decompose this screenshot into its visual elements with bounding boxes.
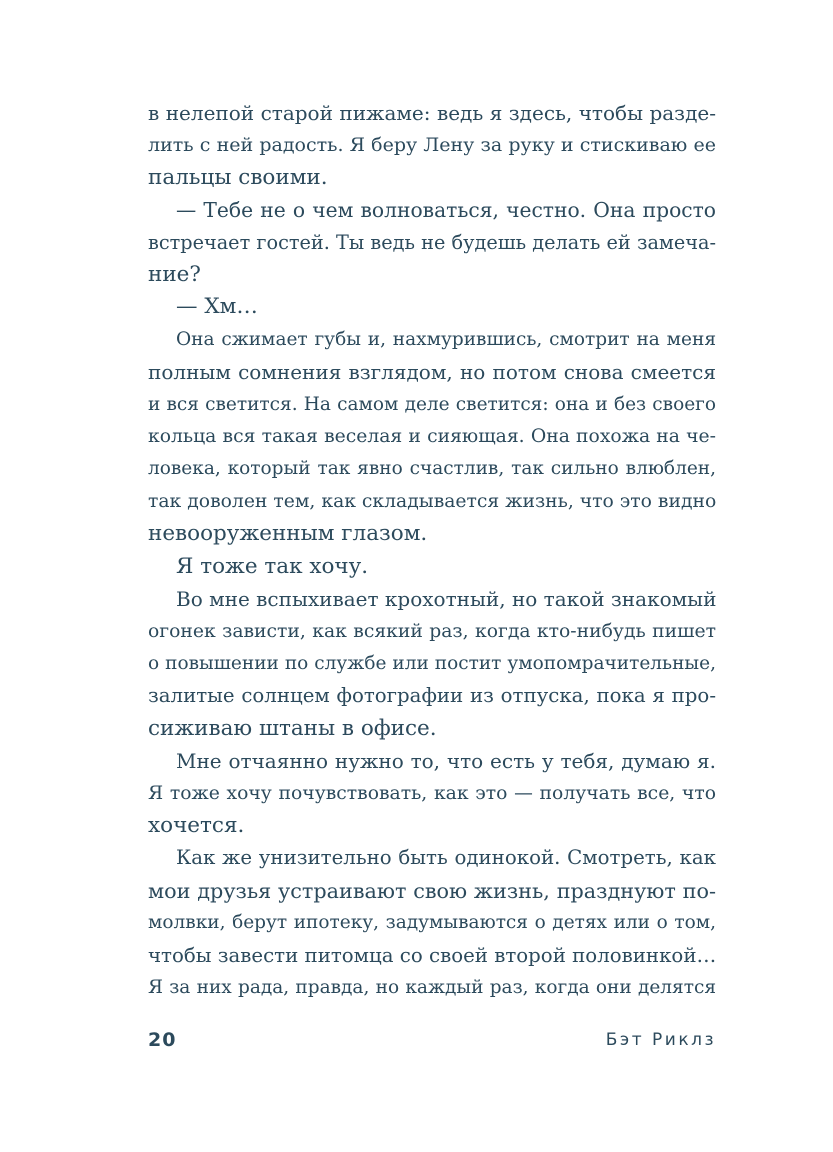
text-line: в нелепой старой пижаме: ведь я здесь, чтобы разде- [148,101,716,125]
text-line: и вся светится. На самом деле светится: она и без своего [148,393,716,415]
text-line: встречает гостей. Ты ведь не будешь делать ей замеча- [148,230,716,254]
text-line: Я за них рада, правда, но каждый раз, когда они делятся [148,976,716,998]
text-line: Я тоже хочу почувствовать, как это — получать все, что [148,782,716,804]
text-line: мои друзья устраивают свою жизнь, празднуют по- [148,878,716,903]
running-footer-author: Бэт Риклз [605,1030,716,1050]
page-footer [148,1024,716,1056]
text-line: невооруженным глазом. [148,521,428,547]
text-line: Мне отчаянно нужно то, что есть у тебя, думаю я. [176,749,716,774]
text-line: Я тоже так хочу. [176,553,369,579]
text-line: молвки, берут ипотеку, задумываются о детях или о том, [148,912,716,934]
text-line: залитые солнцем фотографии из отпуска, пока я про- [148,684,716,708]
text-line: ние? [148,262,201,288]
text-line: — Тебе не о чем волноваться, честно. Она просто [176,198,716,223]
text-line: огонек зависти, как всякий раз, когда кто-нибудь пишет [148,620,716,642]
text-line: полным сомнения взглядом, но потом снова смеется [148,360,716,385]
text-line: — Хм… [176,294,258,320]
text-line: о повышении по службе или постит умопомрачительные, [148,652,716,674]
text-line: сиживаю штаны в офисе. [148,715,437,741]
text-line: ловека, который так явно счастлив, так сильно влюблен, [148,458,716,480]
text-line: Как же унизительно быть одинокой. Смотреть, как [176,846,716,870]
text-line: Она сжимает губы и, нахмурившись, смотрит на меня [176,328,716,350]
text-line: так доволен тем, как складывается жизнь, что это видно [148,490,717,512]
page-body-text [148,97,716,1004]
text-line: хочется. [148,812,245,838]
text-line: лить с ней радость. Я беру Лену за руку и стискиваю ее [148,134,716,157]
text-line: чтобы завести питомца со своей второй половинкой… [148,943,717,967]
text-line: пальцы своими. [148,164,328,190]
text-line: кольца вся такая веселая и сияющая. Она похожа на че- [148,426,716,448]
text-line: Во мне вспыхивает крохотный, но такой знакомый [176,587,717,612]
page-number: 20 [148,1029,177,1051]
